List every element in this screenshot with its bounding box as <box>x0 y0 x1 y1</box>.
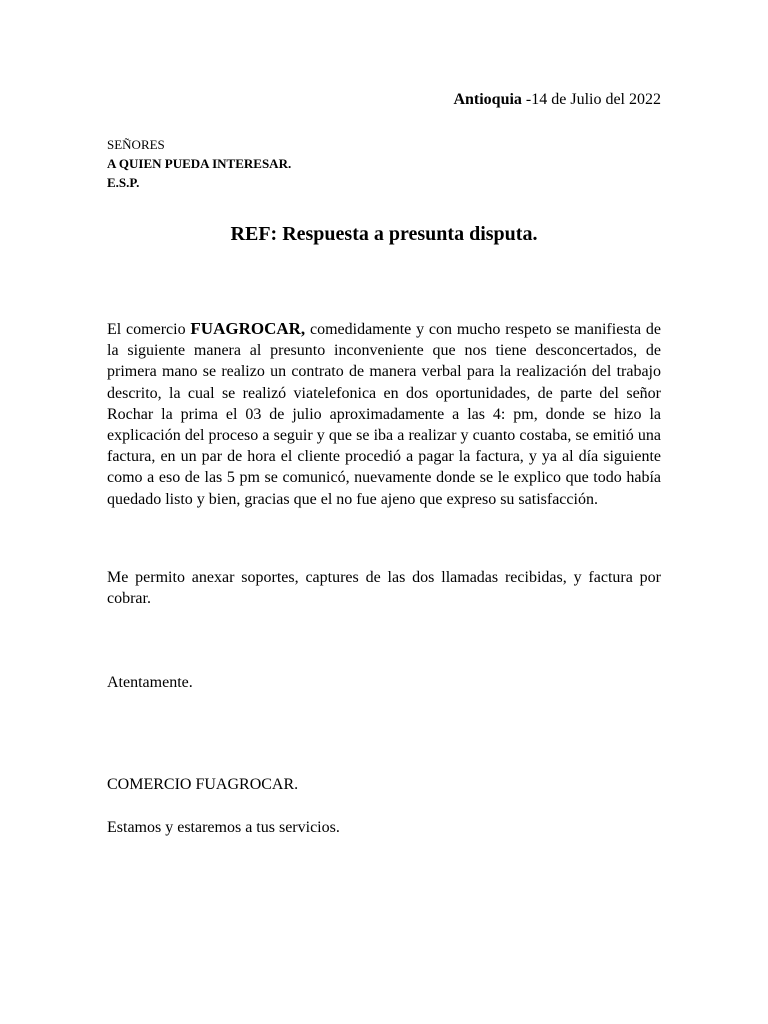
paragraph-1-text: comedidamente y con mucho respeto se manifiesta de la siguiente manera al presunto inconveniente que nos tiene desconcertados, de primera mano se realizo un contrato de manera verbal para la realización del trabajo descrito, la cual se realizó viatelefonica en dos oportunidades, de parte del señor Rochar la prima el 03 de julio aproximadamente a las 4: pm, donde se hizo la explicación del proceso a seguir y que se iba a realizar y cuanto costaba, se emitió una factura, en un par de hora el cliente procedió a pagar la factura, y ya al día siguiente como a eso de las 5 pm se comunicó, nuevamente donde se le explico que todo había quedado listo y bien, gracias que el no fue ajeno que expreso su satisfacción. <box>107 321 661 508</box>
closing: Atentamente. <box>107 674 193 691</box>
recipient-line-3: E.S.P. <box>107 175 140 190</box>
body-paragraph-2: Me permito anexar soportes, captures de las dos llamadas recibidas, y factura por cobrar. <box>107 569 661 608</box>
recipient-line-1: SEÑORES <box>107 137 165 152</box>
subject-line: REF: Respuesta a presunta disputa. <box>230 223 538 245</box>
recipient-line-2: A QUIEN PUEDA INTERESAR. <box>107 156 292 171</box>
signature: COMERCIO FUAGROCAR. <box>107 776 299 793</box>
place-name: Antioquia <box>453 91 522 108</box>
date-line <box>453 91 661 109</box>
body-paragraph-1 <box>107 318 661 510</box>
paragraph-1-prefix: El comercio <box>107 321 191 338</box>
letter-date: -14 de Julio del 2022 <box>521 91 661 108</box>
footer-note: Estamos y estaremos a tus servicios. <box>107 819 340 836</box>
recipient-block <box>107 135 291 192</box>
company-name: FUAGROCAR, <box>190 319 306 338</box>
